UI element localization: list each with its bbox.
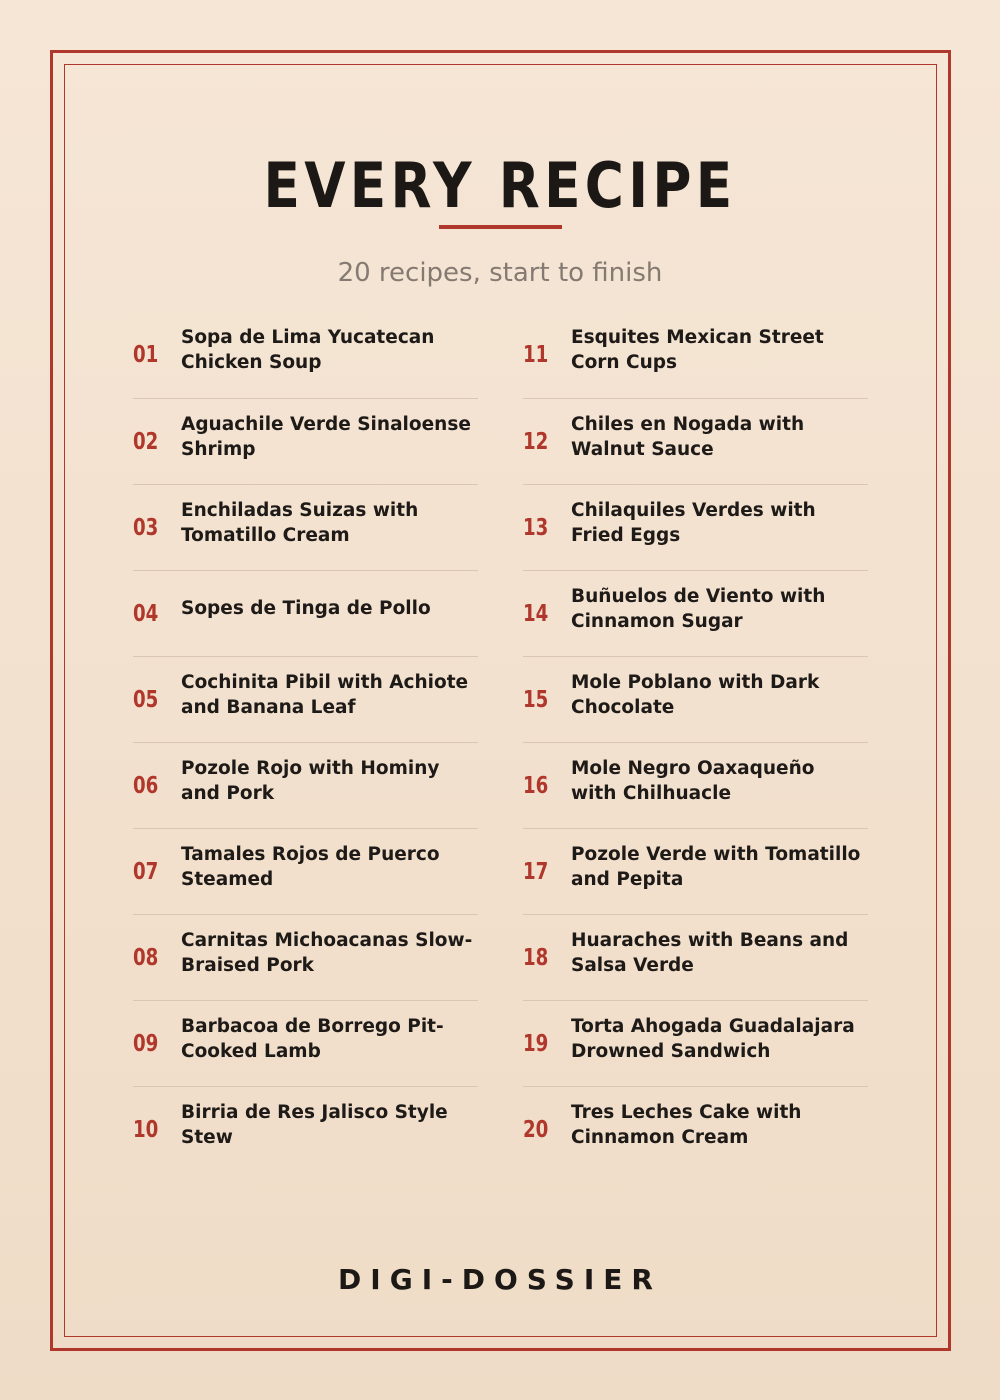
recipe-number: 08 xyxy=(133,944,159,971)
recipe-name: Sopes de Tinga de Pollo xyxy=(181,598,431,619)
recipe-name: Barbacoa de Borrego Pit-Cooked Lamb xyxy=(181,1015,444,1062)
page-subtitle: 20 recipes, start to finish xyxy=(337,258,663,288)
recipe-entry[interactable] xyxy=(523,484,868,570)
recipe-entry[interactable] xyxy=(523,312,868,398)
recipe-number: 18 xyxy=(523,944,549,971)
recipe-entry[interactable] xyxy=(523,742,868,828)
recipe-entry[interactable] xyxy=(523,656,868,742)
recipe-entry[interactable] xyxy=(133,742,478,828)
recipe-entry[interactable] xyxy=(523,1000,868,1086)
recipe-name: Carnitas Michoacanas Slow-Braised Pork xyxy=(181,929,473,976)
recipe-name: Huaraches with Beans and Salsa Verde xyxy=(571,929,849,976)
recipe-entry[interactable] xyxy=(133,828,478,914)
recipe-name: Pozole Rojo with Hominy and Pork xyxy=(181,757,440,804)
recipe-number: 01 xyxy=(133,342,159,368)
recipe-number: 03 xyxy=(133,514,159,541)
recipe-number: 16 xyxy=(523,772,549,799)
recipe-number: 04 xyxy=(133,600,159,627)
recipe-name: Torta Ahogada Guadalajara Drowned Sandwich xyxy=(571,1015,855,1062)
recipe-entry[interactable] xyxy=(523,914,868,1000)
recipe-name: Aguachile Verde Sinaloense Shrimp xyxy=(181,413,471,460)
recipe-number: 02 xyxy=(133,428,159,455)
recipe-name: Chiles en Nogada with Walnut Sauce xyxy=(571,413,805,460)
recipe-number: 07 xyxy=(133,858,159,885)
recipe-entry[interactable] xyxy=(133,1000,478,1086)
recipe-number: 13 xyxy=(523,514,549,541)
recipe-name: Chilaquiles Verdes with Fried Eggs xyxy=(571,499,816,546)
recipe-entry[interactable] xyxy=(133,484,478,570)
recipe-entry[interactable] xyxy=(523,398,868,484)
recipe-number: 19 xyxy=(523,1030,549,1057)
recipe-name: Esquites Mexican Street Corn Cups xyxy=(571,327,824,373)
recipe-name: Pozole Verde with Tomatillo and Pepita xyxy=(571,843,861,890)
recipe-entry[interactable] xyxy=(133,656,478,742)
recipe-name: Mole Negro Oaxaqueño with Chilhuacle xyxy=(571,757,815,804)
recipe-number: 20 xyxy=(523,1116,549,1143)
recipe-name: Sopa de Lima Yucatecan Chicken Soup xyxy=(181,327,435,373)
page-title: EVERY RECIPE xyxy=(263,149,737,222)
recipe-number: 11 xyxy=(523,342,549,368)
recipe-number: 10 xyxy=(133,1116,159,1143)
recipe-number: 06 xyxy=(133,772,159,799)
recipe-entry[interactable] xyxy=(133,398,478,484)
recipe-column-right xyxy=(523,312,868,1172)
recipe-number: 09 xyxy=(133,1030,159,1057)
recipe-entry[interactable] xyxy=(133,914,478,1000)
recipe-name: Birria de Res Jalisco Style Stew xyxy=(181,1101,448,1148)
recipe-entry[interactable] xyxy=(133,570,478,656)
title-underline xyxy=(439,225,562,229)
recipe-number: 15 xyxy=(523,686,549,713)
recipe-name: Mole Poblano with Dark Chocolate xyxy=(571,671,820,718)
brand-footer: DIGI-DOSSIER xyxy=(338,1263,662,1296)
recipe-name: Cochinita Pibil with Achiote and Banana Leaf xyxy=(181,671,469,718)
recipe-entry[interactable] xyxy=(133,1086,478,1172)
recipe-entry[interactable] xyxy=(523,828,868,914)
recipe-entry[interactable] xyxy=(523,570,868,656)
recipe-number: 12 xyxy=(523,428,549,455)
recipe-name: Enchiladas Suizas with Tomatillo Cream xyxy=(181,499,419,546)
recipe-name: Buñuelos de Viento with Cinnamon Sugar xyxy=(571,585,826,632)
recipe-number: 17 xyxy=(523,858,549,885)
recipe-entry[interactable] xyxy=(523,1086,868,1172)
recipe-name: Tres Leches Cake with Cinnamon Cream xyxy=(571,1101,802,1148)
recipe-number: 14 xyxy=(523,600,549,627)
recipe-column-left xyxy=(133,312,478,1172)
recipe-entry[interactable] xyxy=(133,312,478,398)
recipe-name: Tamales Rojos de Puerco Steamed xyxy=(181,843,440,890)
recipe-number: 05 xyxy=(133,686,159,713)
